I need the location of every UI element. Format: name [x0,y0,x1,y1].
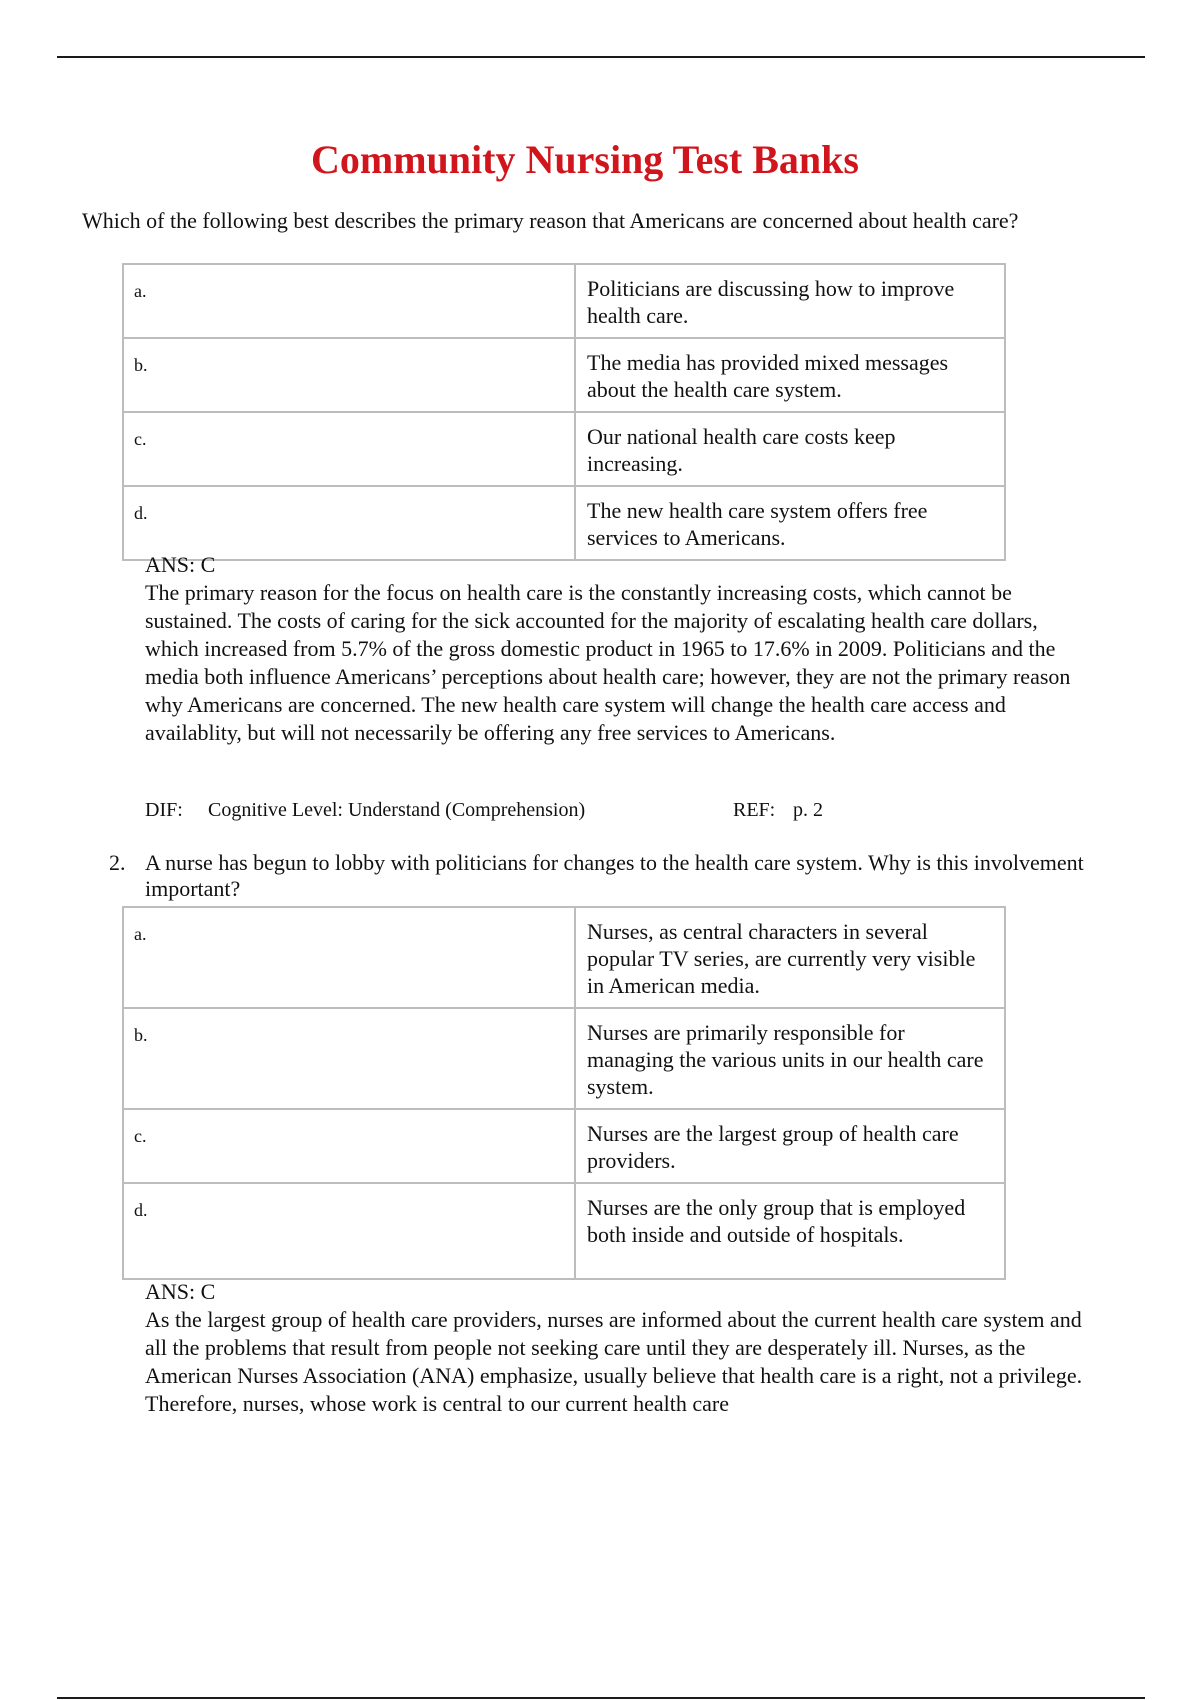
option-text: The new health care system offers free services to Americans. [575,486,1005,560]
footer-rule [57,1697,1145,1699]
page-title: Community Nursing Test Banks [311,137,859,182]
option-letter: c. [123,412,575,486]
answer-rationale: As the largest group of health care providers, nurses are informed about the current health care system and all the problems that result from people not seeking care until they are desperately ill. Nurses, as the American Nurses Association (ANA) emphasize, usually believe that health care is a right, not a privilege. Therefore, nurses, whose work is central to our current health care [145,1307,1083,1416]
question-number: 2. [109,850,126,875]
option-row-a [123,264,1005,338]
option-letter: b. [123,1008,575,1109]
dif-label: DIF: [145,799,183,821]
answer-label: ANS: C [145,552,216,577]
option-text: The media has provided mixed messages about the health care system. [575,338,1005,412]
ref-value: p. 2 [793,799,823,821]
question-2-text: A nurse has begun to lobby with politicians for changes to the health care system. Why is this involvement important? [145,850,1084,901]
option-row-b [123,1008,1005,1109]
header-rule [57,56,1145,58]
option-text: Nurses are the largest group of health care providers. [575,1109,1005,1183]
question-2-answer-block [145,1278,1095,1418]
question-1-text: Which of the following best describes the primary reason that Americans are concerned about health care? [82,208,1019,233]
option-text: Nurses, as central characters in several popular TV series, are currently very visible in American media. [575,907,1005,1008]
option-letter: b. [123,338,575,412]
answer-rationale: The primary reason for the focus on health care is the constantly increasing costs, which cannot be sustained. The costs of caring for the sick accounted for the majority of escalating health care dollars, which increased from 5.7% of the gross domestic product in 1965 to 17.6% in 2009. Politicians and the media both influence Americans’ perceptions about health care; however, they are not the primary reason why Americans are concerned. The new health care system will change the health care access and availablity, but will not necessarily be offering any free services to Americans. [145,580,1071,745]
option-letter: a. [123,907,575,1008]
option-row-c [123,412,1005,486]
option-row-a [123,907,1005,1008]
option-letter: d. [123,486,575,560]
option-text: Nurses are primarily responsible for managing the various units in our health care system. [575,1008,1005,1109]
ref-label: REF: [733,799,776,821]
option-text: Nurses are the only group that is employed both inside and outside of hospitals. [575,1183,1005,1279]
option-letter: c. [123,1109,575,1183]
option-row-c [123,1109,1005,1183]
option-row-b [123,338,1005,412]
question-1-options-table [122,263,1006,561]
option-text: Politicians are discussing how to improve health care. [575,264,1005,338]
question-2-options-table [122,906,1006,1280]
option-row-d [123,1183,1005,1279]
option-letter: a. [123,264,575,338]
option-text: Our national health care costs keep increasing. [575,412,1005,486]
question-1-stem [82,208,1165,234]
question-1-answer-block [145,551,1095,747]
dif-value: Cognitive Level: Understand (Comprehension) [208,799,586,821]
option-letter: d. [123,1183,575,1279]
option-row-d [123,486,1005,560]
question-1-meta [145,797,823,823]
answer-label: ANS: C [145,1279,216,1304]
question-2-stem [109,850,1145,902]
